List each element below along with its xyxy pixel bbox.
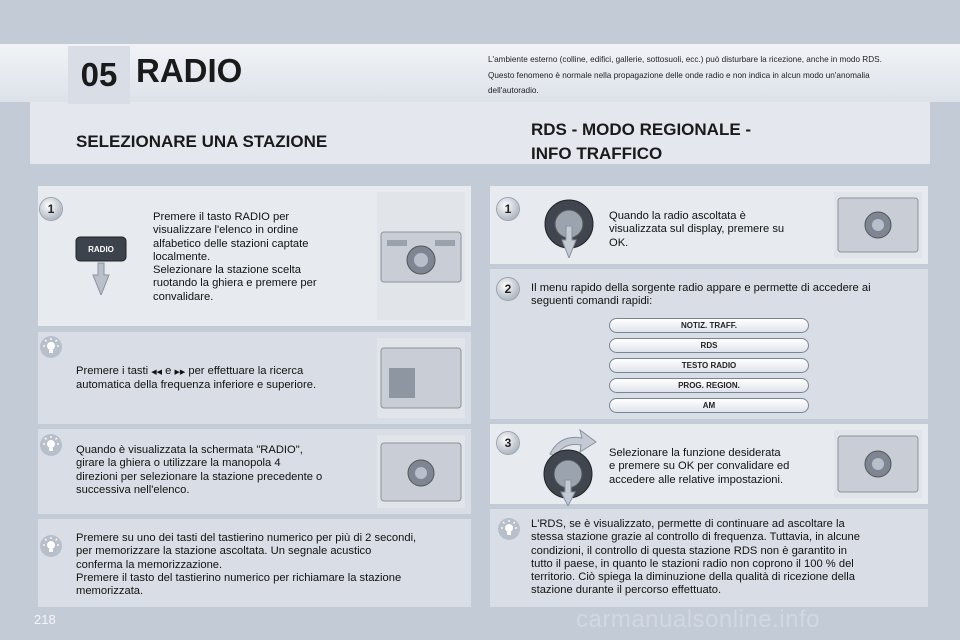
step-2-badge: 2 [497,278,519,300]
arrow-up-icon [93,263,109,295]
text-line: territorio. Ciò spiega la diminuzione della qualità di ricezione della [531,571,855,584]
text-line: Selezionare la stazione scelta [153,264,302,277]
text-line: automatica della frequenza inferiore e superiore. [76,379,317,392]
watermark: carmanualsonline.info [576,606,820,633]
text-line: Premere il tasto RADIO per [153,211,290,223]
step-1-badge: 1 [40,198,62,220]
seek-back-icon: ◀◀ [151,369,163,376]
lightbulb-icon [40,535,62,557]
left-step1-text [153,211,353,304]
menu-item-rds[interactable]: RDS [609,338,809,353]
step-3-badge: 3 [497,432,519,454]
page-number: 218 [34,612,56,627]
reception-notice: L'ambiente esterno (colline, edifici, gallerie, sottosuoli, ecc.) può disturbare la ricezione, anche in modo RDS. Questo fenomeno è normale nella propagazione delle onde radio e non indica in alcun modo un'anomalia dell'autoradio. [488,55,882,95]
text-line: Quando è visualizzata la schermata "RADIO", [76,444,303,456]
text-line: Quando la radio ascoltata è [609,210,746,222]
seek-buttons-thumbnail [377,338,465,418]
right-tip-text [531,518,923,598]
text-line: condizioni, il controllo di questa stazione RDS non è garantito in [531,544,847,557]
text-line [76,365,376,379]
text-line: girare la ghiera o utilizzare la manopola 4 [76,457,281,470]
text-line: convalidare. [153,290,214,303]
lightbulb-icon [40,434,62,456]
text-line: conferma la memorizzazione. [76,558,223,571]
menu-item-prog-region[interactable]: PROG. REGION. [609,378,809,393]
text-fragment: e [165,365,172,377]
dial-button-icon [542,196,596,258]
text-line: Premere il tasto del tastierino numerico per richiamare la stazione [76,571,402,584]
text-line: localmente. [153,250,211,263]
text-line: Premere su uno dei tasti del tastierino numerico per più di 2 secondi, [76,532,417,544]
menu-item-am[interactable]: AM [609,398,809,413]
rotate-arrow-icon [540,426,600,506]
radio-button-illustration [74,235,128,295]
text-line: visualizzata sul display, premere su [609,223,785,236]
text-line: L'RDS, se è visualizzato, permette di continuare ad ascoltare la [531,518,845,530]
chapter-title: RADIO [136,52,243,89]
step-1-badge: 1 [497,198,519,220]
lightbulb-icon [498,518,520,540]
menu-item-notiz-traff[interactable]: NOTIZ. TRAFF. [609,318,809,333]
text-line: accedere alle relative impostazioni. [609,473,784,486]
text-line: seguenti comandi rapidi: [531,295,653,308]
right-section-title [531,118,751,166]
text-line: visualizzare l'elenco in ordine [153,224,299,237]
radio-unit-thumbnail [377,192,465,320]
text-fragment: Premere i tasti [76,365,149,377]
right-title-line2: INFO TRAFFICO [531,144,663,163]
text-line: successiva nell'elenco. [76,483,190,496]
lightbulb-icon [40,336,62,358]
left-tip2-text [76,444,366,497]
text-fragment: per effettuare la ricerca [188,365,304,377]
text-line: per memorizzare la stazione ascoltata. Un segnale acustico [76,545,372,558]
right-title-line1: RDS - MODO REGIONALE - [531,120,752,139]
text-line: stazione durante il percorso effettuato. [531,584,722,597]
menu-item-testo-radio[interactable]: TESTO RADIO [609,358,809,373]
right-step1-text [609,210,819,250]
text-line: Selezionare la funzione desiderata [609,447,781,459]
text-line: tutto il paese, in quanto le stazioni radio non coprono il 100 % del [531,557,854,570]
seek-forward-icon: ▶▶ [174,369,186,376]
radio-unit-thumbnail [377,435,465,508]
chapter-number: 05 [68,46,130,104]
radio-unit-thumbnail [834,192,922,258]
right-step3-text [609,447,824,487]
text-line: e premere su OK per convalidare ed [609,460,790,473]
text-line: memorizzata. [76,585,144,598]
text-line: ruotando la ghiera e premere per [153,277,317,290]
text-line: Il menu rapido della sorgente radio appare e permette di accedere ai [531,282,871,294]
text-line: direzioni per selezionare la stazione precedente o [76,470,323,483]
right-step2-text [531,282,923,309]
left-section-title: SELEZIONARE UNA STAZIONE [76,132,328,151]
radio-unit-thumbnail [834,430,922,498]
text-line: alfabetico delle stazioni captate [153,237,309,250]
text-line: OK. [609,236,629,249]
radio-button-label: RADIO [88,244,114,254]
left-tip3-text [76,532,468,598]
left-tip1-text [76,365,376,393]
text-line: stessa stazione grazie al controllo di frequenza. Tuttavia, in alcune [531,531,860,544]
